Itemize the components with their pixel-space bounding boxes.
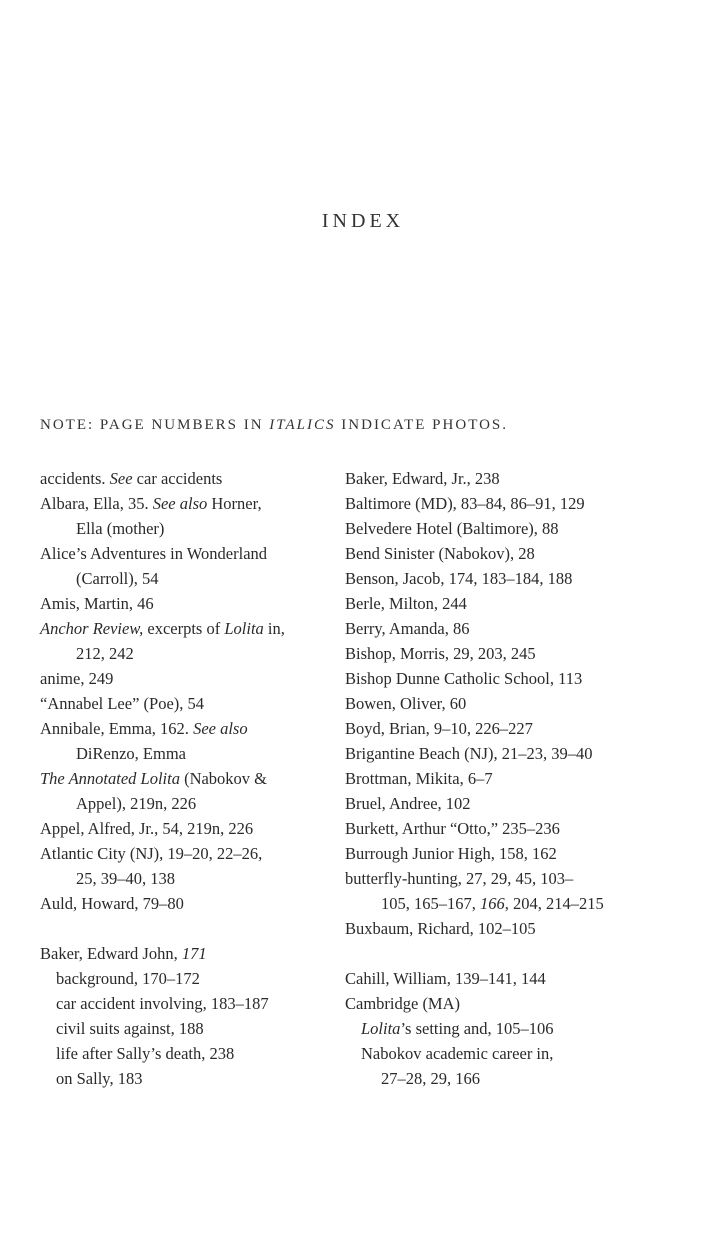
subentry-italic: Lolita xyxy=(361,1019,401,1038)
subentry-text: life after Sally’s death, 238 xyxy=(56,1044,235,1063)
index-subentry-continuation xyxy=(345,1066,645,1091)
index-entry xyxy=(345,866,645,891)
entry-gap xyxy=(345,941,645,966)
entry-text: (Carroll), 54 xyxy=(76,569,159,588)
entry-text: 25, 39–40, 138 xyxy=(76,869,175,888)
index-entry xyxy=(40,666,330,691)
index-entry-continuation xyxy=(40,641,330,666)
entry-text: Alice’s Adventures in Wonderland xyxy=(40,544,268,563)
subentry-text: car accident involving, 183–187 xyxy=(56,994,269,1013)
index-entry xyxy=(40,816,330,841)
index-entry-continuation xyxy=(40,741,330,766)
index-entry xyxy=(40,841,330,866)
entry-text: Berle, Milton, 244 xyxy=(345,594,467,613)
index-entry xyxy=(40,616,330,641)
entry-text: Cahill, William, 139–141, 144 xyxy=(345,969,546,988)
entry-text: Ella (mother) xyxy=(76,519,165,538)
entry-text: 212, 242 xyxy=(76,644,134,663)
index-entry-continuation xyxy=(40,866,330,891)
entry-text: Auld, Howard, 79–80 xyxy=(40,894,184,913)
index-entry-continuation xyxy=(40,516,330,541)
entry-text: , 204, 214–215 xyxy=(504,894,604,913)
entry-italic: Lolita xyxy=(224,619,264,638)
entry-text: Bend Sinister (Nabokov), 28 xyxy=(345,544,535,563)
index-subentry xyxy=(345,1041,645,1066)
index-entry-continuation xyxy=(345,891,645,916)
entry-text: Brigantine Beach (NJ), 21–23, 39–40 xyxy=(345,744,593,763)
index-entry xyxy=(345,916,645,941)
index-subentry xyxy=(40,966,330,991)
index-entry xyxy=(345,816,645,841)
entry-text: Belvedere Hotel (Baltimore), 88 xyxy=(345,519,559,538)
entry-text: Boyd, Brian, 9–10, 226–227 xyxy=(345,719,533,738)
index-subentry xyxy=(40,991,330,1016)
index-entry xyxy=(345,641,645,666)
entry-italic: 171 xyxy=(181,944,207,963)
entry-text: Appel), 219n, 226 xyxy=(76,794,197,813)
entry-text: Baker, Edward, Jr., 238 xyxy=(345,469,500,488)
entry-text: Bruel, Andree, 102 xyxy=(345,794,471,813)
entry-text: Baker, Edward John, xyxy=(40,944,182,963)
subentry-text: 27–28, 29, 166 xyxy=(381,1069,480,1088)
subentry-text: Nabokov academic career in, xyxy=(361,1044,554,1063)
index-entry xyxy=(40,591,330,616)
index-entry xyxy=(345,666,645,691)
entry-text: Burkett, Arthur “Otto,” 235–236 xyxy=(345,819,560,838)
subentry-text: background, 170–172 xyxy=(56,969,200,988)
entry-italic: 166 xyxy=(480,894,505,913)
entry-italic: See xyxy=(109,469,133,488)
entry-italic: See also xyxy=(193,719,248,738)
index-entry xyxy=(345,841,645,866)
entry-text: Bishop Dunne Catholic School, 113 xyxy=(345,669,583,688)
note-suffix: INDICATE PHOTOS. xyxy=(335,417,509,433)
index-entry xyxy=(40,691,330,716)
index-entry xyxy=(40,891,330,916)
entry-text: Horner, xyxy=(207,494,262,513)
subentry-text: civil suits against, 188 xyxy=(56,1019,204,1038)
entry-italic: See also xyxy=(152,494,208,513)
index-entry xyxy=(345,966,645,991)
entry-text: Bishop, Morris, 29, 203, 245 xyxy=(345,644,536,663)
index-entry xyxy=(345,466,645,491)
index-entry xyxy=(345,616,645,641)
entry-text: car accidents xyxy=(132,469,223,488)
index-entry xyxy=(40,716,330,741)
index-subentry xyxy=(345,1016,645,1041)
entry-text: accidents. xyxy=(40,469,110,488)
index-subentry xyxy=(40,1016,330,1041)
index-entry xyxy=(40,941,330,966)
index-column-right xyxy=(345,466,645,1091)
index-entry xyxy=(40,491,330,516)
entry-text: Annibale, Emma, 162. xyxy=(40,719,194,738)
entry-text: excerpts of xyxy=(143,619,225,638)
entry-text: Baltimore (MD), 83–84, 86–91, 129 xyxy=(345,494,585,513)
entry-text: Benson, Jacob, 174, 183–184, 188 xyxy=(345,569,573,588)
entry-text: Berry, Amanda, 86 xyxy=(345,619,470,638)
index-column-left xyxy=(40,466,330,1091)
index-entry xyxy=(345,716,645,741)
index-entry-continuation xyxy=(40,566,330,591)
subentry-text: ’s setting and, 105–106 xyxy=(400,1019,554,1038)
index-entry xyxy=(40,766,330,791)
index-entry xyxy=(40,466,330,491)
entry-text: Brottman, Mikita, 6–7 xyxy=(345,769,493,788)
index-entry xyxy=(345,541,645,566)
entry-text: Buxbaum, Richard, 102–105 xyxy=(345,919,536,938)
entry-text: Burrough Junior High, 158, 162 xyxy=(345,844,557,863)
entry-text: anime, 249 xyxy=(40,669,114,688)
entry-text: Appel, Alfred, Jr., 54, 219n, 226 xyxy=(40,819,254,838)
note-italic: ITALICS xyxy=(269,417,336,433)
entry-text: Albara, Ella, 35. xyxy=(40,494,153,513)
index-entry xyxy=(345,766,645,791)
page-title: INDEX xyxy=(321,210,405,232)
index-entry xyxy=(345,591,645,616)
entry-text: (Nabokov & xyxy=(179,769,268,788)
index-entry xyxy=(345,741,645,766)
index-entry xyxy=(345,791,645,816)
index-entry xyxy=(345,691,645,716)
index-entry xyxy=(345,516,645,541)
entry-text: Amis, Martin, 46 xyxy=(40,594,154,613)
index-entry xyxy=(345,491,645,516)
entry-text: DiRenzo, Emma xyxy=(76,744,186,763)
entry-text: in, xyxy=(263,619,285,638)
entry-text: Atlantic City (NJ), 19–20, 22–26, xyxy=(40,844,263,863)
entry-text: 105, 165–167, xyxy=(381,894,480,913)
index-subentry xyxy=(40,1066,330,1091)
entry-text: “Annabel Lee” (Poe), 54 xyxy=(40,694,205,713)
index-note xyxy=(40,417,700,434)
entry-gap xyxy=(40,916,330,941)
index-entry xyxy=(345,991,645,1016)
note-prefix: NOTE: PAGE NUMBERS IN xyxy=(40,417,270,433)
subentry-text: on Sally, 183 xyxy=(56,1069,143,1088)
entry-text: butterfly-hunting, 27, 29, 45, 103– xyxy=(345,869,574,888)
entry-italic: The Annotated Lolita xyxy=(40,769,180,788)
index-entry xyxy=(345,566,645,591)
index-entry xyxy=(40,541,330,566)
entry-text: Bowen, Oliver, 60 xyxy=(345,694,467,713)
entry-text: Cambridge (MA) xyxy=(345,994,461,1013)
index-subentry xyxy=(40,1041,330,1066)
entry-italic: Anchor Review, xyxy=(40,619,144,638)
index-entry-continuation xyxy=(40,791,330,816)
